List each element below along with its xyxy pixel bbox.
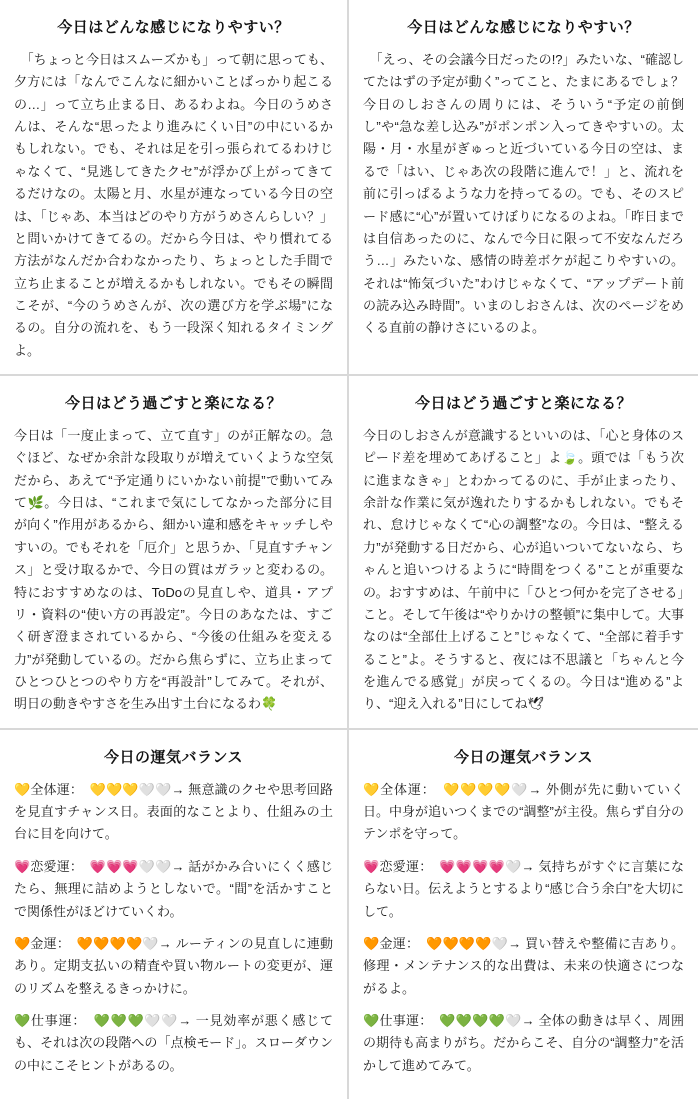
section-body-mood-left: 「ちょっと今日はスムーズかも」って朝に思っても、夕方には「なんでこんなに細かいことばっかり起こるの…」って立ち止まる日、あるわよね。今日のうめさんは、そんな“思ったより進みにくい日”の中にいるかもしれない。でも、それは足を引っ張られてるわけじゃなくて、“見逃してきたクセ”が浮かび上がってきてるだけなの。太陽と月、水星が連なっている今日の空は、「じゃあ、本当はどのやり方がうめさんらしい？」と問いかけてきてるの。だから今日は、やり慣れてる方法がなんだか合わなかったり、ちょっとした手間で立ち止まることが増えるかもしれない。でもその瞬間こそが、“今のうめさんが、次の選び方を学ぶ場”になるの。自分の流れを、もう一段深く知れるタイミングよ。 [14,52,333,358]
section-title-balance-right: 今日の運気バランス [453,748,594,766]
luck-item-love-left: 💗恋愛運： 💗💗💗🤍🤍→ 話がかみ合いにくく感じたら、無理に詰めようとしないで。“間”を活かすことで関係性がほどけていくわ。 [14,858,333,919]
section-title-mood-left: 今日はどんな感じになりやすい？ [57,19,290,36]
section-body-howto-right: 今日のしおさんが意識するといいのは、「心と身体のスピード差を埋めてあげること」よ🍃。頭では「もう次に進まなきゃ」とわかってるのに、手が止まったり、余計な作業に気が逸れたりするかもしれない。でもそれ、怠けじゃなくて“心の調整”なの。今日は、“整える力”が発動する日だから、心が追いついてないなら、ちゃんと追いつけるように“時間をつくる”ことが重要なの。おすすめは、午前中に「ひとつ何かを完了させる」こと。そして午後は“やりかけの整頓”に集中して。大事なのは“全部仕上げること”じゃなくて、“全部に着手すること”よ。そうすると、夜には不思議と「ちゃんと今を進んでる感覚」が戻ってくるの。今日は“進める”より、“迎え入れる”日にしてね🕊 [363,428,684,712]
section-balance [0,730,698,1099]
section-title-balance-left: 今日の運気バランス [103,748,244,766]
column-right-balance [349,730,698,1099]
section-body-howto-left: 今日は「一度止まって、立て直す」のが正解なの。急ぐほど、なぜか余計な段取りが増えていくような空気だから、あえて“予定通りにいかない前提”で動いてみて🌿。今日は、“これまで気にしてなかった部分に目が向く”作用があるから、細かい違和感をキャッチしやすいの。でもそれを「厄介」と思うか、「見直すチャンス」と受け取るかで、今日の質はガラッと変わるの。特におすすめなのは、ToDoの見直しや、道具・アプリ・資料の“使い方の再設定”。今日のあなたは、すごく研ぎ澄まされているから、“今後の仕組みを変える力”が発動しているの。だから焦らずに、立ち止まってひとつひとつのやり方を“再設計”してみて。それが、明日の動きやすさを生み出す土台になるわ🍀 [14,428,333,712]
section-title-howto-left: 今日はどう過ごすと楽になる？ [64,395,282,413]
section-body-mood-right: 「えっ、その会議今日だったの!?」みたいな、“確認してたはずの予定が動く”ってこと、たまにあるでしょ？今日のしおさんの周りには、そういう“予定の前倒し”や“急な差し込み”がポンポン入ってきやすいの。太陽・月・水星がぎゅっと近づいている今日の空は、まるで「はい、じゃあ次の段階に進んで！」と、流れを前に引っぱるような力を持ってるの。でも、そのスピード感に“心”が置いてけぼりになるのよね。「昨日までは自信あったのに、なんで今日に限って不安なんだろう…」みたいな、感情の時差ボケが起こりやすいの。それは“怖気づいた”わけじゃなくて、“アップデート前の読み込み時間”。いまのしおさんは、次のページをめくる直前の静けさにいるのよ。 [363,52,684,336]
column-left-balance [0,730,349,1099]
luck-item-overall-right: 💛全体運： 💛💛💛💛🤍→ 外側が先に動いていく日。中身が追いつくまでの“調整”が主役。焦らず自分のテンポを守って。 [363,781,684,842]
luck-item-work-right: 💚仕事運： 💚💚💚💚🤍→ 全体の動きは早く、周囲の期待も高まりがち。だからこそ、自分の“調整力”を活かして進めてみて。 [363,1012,684,1073]
column-left-mood [0,0,349,374]
luck-item-work-left: 💚仕事運： 💚💚💚🤍🤍→ 一見効率が悪く感じても、それは次の段階への「点検モード」。スローダウンの中にこそヒントがあるの。 [14,1012,333,1073]
luck-item-overall-left: 💛全体運： 💛💛💛🤍🤍→ 無意識のクセや思考回路を見直すチャンス日。表面的なことより、仕組みの土台に目を向けて。 [14,781,333,842]
luck-item-love-right: 💗恋愛運： 💗💗💗💗🤍→ 気持ちがすぐに言葉にならない日。伝えようとするより“感じ合う余白”を大切にして。 [363,858,684,919]
section-title-howto-right: 今日はどう過ごすと楽になる？ [414,395,632,413]
luck-list-right [363,779,684,1077]
section-mood [0,0,698,376]
column-right-howto [349,376,698,728]
luck-item-money-left: 🧡金運： 🧡🧡🧡🧡🤍→ ルーティンの見直しに連動あり。定期支払いの精査や買い物ルートの変更が、運のリズムを整えるきっかけに。 [14,935,333,996]
column-left-howto [0,376,349,728]
column-right-mood [349,0,698,374]
section-howto [0,376,698,730]
section-title-mood-right: 今日はどんな感じになりやすい？ [407,19,640,36]
luck-item-money-right: 🧡金運： 🧡🧡🧡🧡🤍→ 買い替えや整備に吉あり。修理・メンテナンス的な出費は、未来の快適さにつながるよ。 [363,935,684,996]
luck-list-left [14,779,333,1077]
